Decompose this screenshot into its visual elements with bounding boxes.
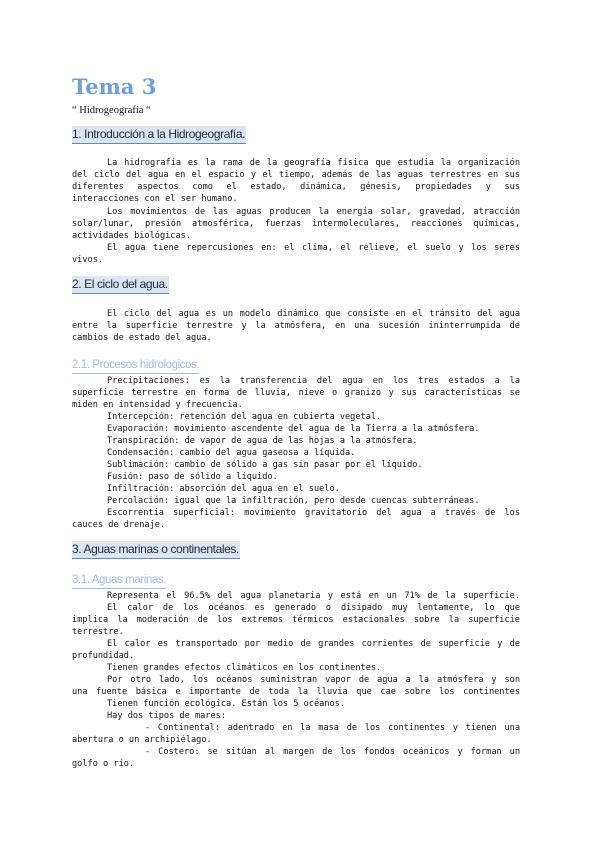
s2-line-3: cambios de estado del agua. [72,333,212,343]
section-1-heading: 1. Introducción a la Hidrogeografía. [72,126,246,144]
s1-line-8: El agua tiene repercusiones en: el clima, el relieve, el suelo y los seres [107,243,520,253]
s21-line-9: Fusión: paso de sólido a líquido. [107,472,278,482]
s31-line-7: Tienen grandes efectos climáticos en los continentes. [107,663,382,673]
s21-line-3: miden en intensidad y frecuencia. [72,400,243,410]
s21-line-8: Sublimación: cambio de sólido a gas sin pasar por el líquido. [107,460,423,470]
section-2-heading: 2. El ciclo del agua. [72,276,169,294]
s31-line-13: abertura o un archipiélago. [72,735,212,745]
s31-line-10: Tienen función ecológica. Están los 5 océanos. [107,699,345,709]
s2-line-2: entre la superficie terrestre y la atmósfera, en una sucesión ininterrumpida de [72,321,520,331]
s21-line-6: Transpiración: de vapor de agua de las hojas a la atmósfera. [107,436,418,446]
s21-line-4: Intercepción: retención del agua en cubierta vegetal. [107,412,382,422]
s31-line-2: El calor de los océanos es generado o disipado muy lentamente, lo que [107,603,520,613]
s21-line-2: superficie terrestre en forma de lluvia, nieve o granizo y sus características se [72,388,520,398]
s31-line-3: implica la moderación de los extremos térmicos estacionales sobre la superficie [72,615,520,625]
document-title: Tema 3 [72,74,157,99]
s31-line-1: Representa el 96.5% del agua planetaria y está en un 71% de la superficie. [107,591,520,601]
s1-line-6: solar/lunar, presión atmosférica, fuerzas intermoleculares, reacciones químicas, [72,219,520,229]
s1-line-5: Los movimientos de las aguas producen la energía solar, gravedad, atracción [107,207,520,217]
s1-line-2: del ciclo del agua en el espacio y el tiempo, además de las aguas terrestres en sus [72,170,520,180]
s31-line-14: - Costero: se sitúan al margen de los fondos oceánicos y forman un [145,747,520,757]
s1-line-7: actividades biológicas. [72,231,191,241]
subsection-3-1-heading: 3.1. Aguas marinas. [72,573,166,589]
s31-line-6: profundidad. [72,651,135,661]
document-subtitle: “ Hidrogeografía “ [72,105,151,116]
s21-line-7: Condensación: cambio del agua gaseosa a líquida. [107,448,356,458]
s21-line-13: cauces de drenaje. [72,520,166,530]
s31-line-5: El calor es transportado por medio de grandes corrientes de superficie y de [107,639,520,649]
s21-line-12: Escorrentía superficial: movimiento gravitatorio del agua a través de los [107,508,520,518]
s21-line-10: Infiltración: absorción del agua en el suelo. [107,484,340,494]
s31-line-11: Hay dos tipos de mares: [107,711,226,721]
s1-line-9: vivos. [72,255,104,265]
section-3-heading: 3. Aguas marinas o continentales. [72,541,240,559]
s31-line-9: una fuente básica e importante de toda la lluvia que cae sobre los continentes [72,687,520,697]
s21-line-11: Percolación: igual que la infiltración, pero desde cuencas subterráneas. [107,496,480,506]
s31-line-12: - Continental: adentrado en la masa de los continentes y tienen una [145,723,520,733]
s1-line-1: La hidrografía es la rama de la geografía física que estudia la organización [107,158,520,168]
s2-line-1: El ciclo del agua es un modelo dinámico que consiste en el tránsito del agua [107,309,520,319]
s1-line-3: diferentes aspectos como el estado, dinámica, génesis, propiedades y sus [72,182,520,192]
s1-line-4: interacciones con el ser humano. [72,194,238,204]
s31-line-8: Por otro lado, los océanos suministran vapor de agua a la atmósfera y son [107,675,520,685]
s31-line-15: golfo o río. [72,759,135,769]
subsection-2-1-heading: 2.1. Procesos hidrologicos. [72,358,199,374]
s31-line-4: terrestre. [72,627,124,637]
s21-line-1: Precipitaciones: es la transferencia del agua en los tres estados a la [107,376,520,386]
s21-line-5: Evaporación: movimiento ascendente del agua de la Tierra a la atmósfera. [107,424,480,434]
